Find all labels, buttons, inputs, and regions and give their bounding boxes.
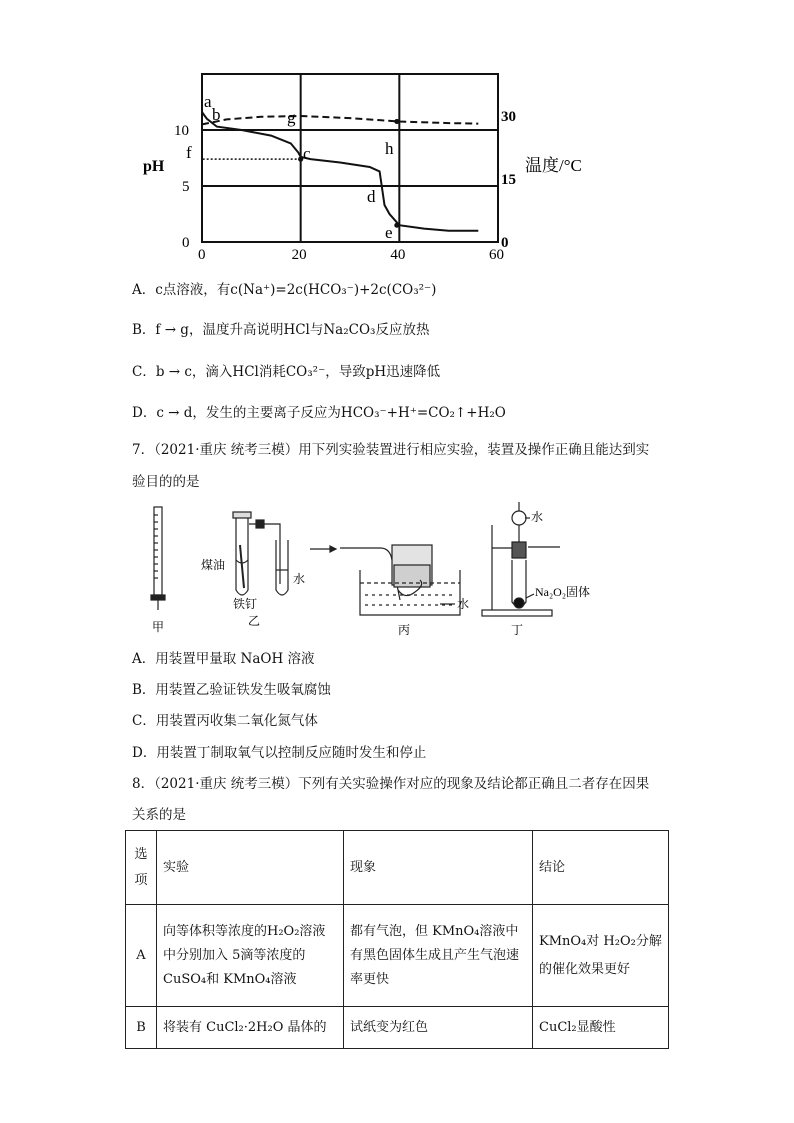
row-a-conclusion: KMnO₄对 H₂O₂分解的催化效果更好	[533, 905, 669, 1007]
arrow-icon	[310, 546, 336, 552]
label-meiyou: 煤油	[201, 558, 226, 572]
q6-option-b: B．f → g，温度升高说明HCl与Na₂CO₃反应放热	[132, 322, 430, 338]
trough-apparatus	[340, 545, 460, 615]
label-jia: 甲	[152, 620, 165, 634]
table-row	[126, 905, 669, 1007]
q8-stem-line1: 8．（2021·重庆 统考三模）下列有关实验操作对应的现象及结论都正确且二者存在因果	[132, 776, 650, 792]
header-conclusion: 结论	[533, 831, 669, 905]
row-a-phenomenon: 都有气泡，但 KMnO₄溶液中有黑色固体生成且产生气泡速率更快	[344, 905, 533, 1007]
x-tick-label: 20	[291, 247, 307, 263]
y-left-tick-label: 5	[182, 179, 190, 195]
q7-option-d: D．用装置丁制取氧气以控制反应随时发生和停止	[132, 745, 427, 761]
q6-option-d: D．c → d，发生的主要离子反应为HCO₃⁻+H⁺=CO₂↑+H₂O	[132, 405, 506, 421]
label-shui3: 水	[531, 510, 544, 524]
point-label-f: f	[186, 143, 192, 162]
table-header-row	[126, 831, 669, 905]
chart-point-labels	[186, 92, 394, 242]
burette-apparatus	[151, 507, 165, 610]
label-yi: 乙	[248, 614, 261, 628]
point-label-b: b	[212, 105, 221, 124]
q8-table	[125, 830, 669, 1049]
table-row	[126, 1007, 669, 1049]
q7-stem-line1: 7．（2021·重庆 统考三模）用下列实验装置进行相应实验，装置及操作正确且能达到实	[132, 442, 650, 458]
point-label-c: c	[303, 144, 311, 163]
point-label-a: a	[204, 92, 212, 111]
q7-option-b: B．用装置乙验证铁发生吸氧腐蚀	[132, 682, 331, 698]
q6-option-a: A．c点溶液，有c(Na⁺)=2c(HCO₃⁻)+2c(CO₃²⁻)	[132, 282, 437, 298]
header-phenomenon: 现象	[344, 831, 533, 905]
row-b-option: B	[126, 1007, 157, 1049]
row-b-phenomenon: 试纸变为红色	[344, 1007, 533, 1049]
row-a-experiment: 向等体积等浓度的H₂O₂溶液中分别加入 5滴等浓度的CuSO₄和 KMnO₄溶液	[157, 905, 344, 1007]
label-na2o2: Na₂O₂固体	[535, 585, 591, 599]
chart-grid	[202, 74, 498, 242]
row-b-conclusion: CuCl₂显酸性	[533, 1007, 669, 1049]
plot-frame	[202, 74, 498, 242]
data-point	[394, 223, 399, 228]
q7-option-a: A．用装置甲量取 NaOH 溶液	[132, 651, 315, 667]
x-tick-label: 40	[390, 247, 406, 263]
data-point	[394, 119, 399, 124]
ph-temperature-chart	[0, 0, 794, 270]
y-left-label: pH	[143, 158, 165, 175]
point-label-e: e	[385, 223, 393, 242]
label-shui1: 水	[293, 572, 306, 586]
point-label-g: g	[287, 108, 296, 127]
row-a-option: A	[126, 905, 157, 1007]
header-experiment: 实验	[157, 831, 344, 905]
apparatus-figure	[0, 495, 794, 640]
y-right-tick-label: 15	[501, 172, 516, 188]
row-b-experiment: 将装有 CuCl₂·2H₂O 晶体的	[157, 1007, 344, 1049]
y-right-label: 温度/°C	[525, 156, 582, 175]
y-right-tick-label: 0	[501, 235, 509, 251]
q7-option-c: C．用装置丙收集二氧化氮气体	[132, 713, 318, 729]
q7-stem-line2: 验目的的是	[132, 474, 200, 490]
q8-stem-line2: 关系的是	[132, 807, 186, 823]
x-tick-label: 0	[198, 247, 206, 263]
test-tube-apparatus	[233, 512, 288, 595]
y-right-tick-label: 30	[501, 109, 516, 125]
y-left-tick-label: 0	[182, 235, 190, 251]
point-label-d: d	[367, 187, 376, 206]
label-shui2: 水	[457, 597, 470, 611]
x-tick-label: 60	[489, 247, 504, 263]
point-label-h: h	[385, 139, 394, 158]
label-bing: 丙	[398, 623, 411, 637]
y-left-tick-label: 10	[174, 123, 189, 139]
header-option: 选项	[126, 831, 157, 905]
temperature-series-line	[202, 116, 478, 124]
q6-option-c: C．b → c，滴入HCl消耗CO₃²⁻，导致pH迅速降低	[132, 364, 441, 380]
label-tieding: 铁钉	[233, 597, 258, 611]
label-ding: 丁	[511, 623, 524, 637]
